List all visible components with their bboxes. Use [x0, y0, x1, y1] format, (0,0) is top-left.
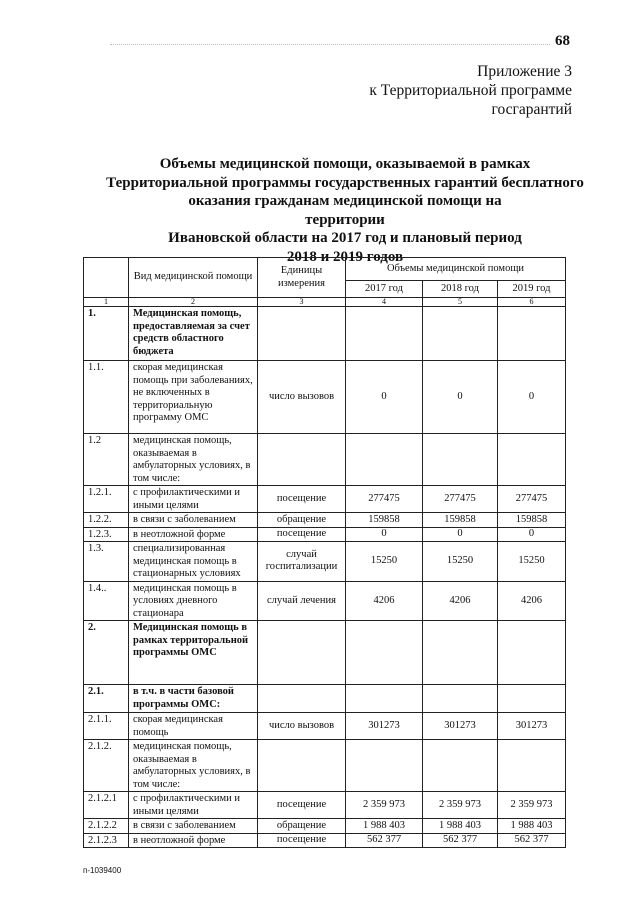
row-2018: [423, 621, 498, 685]
title-line: Территориальной программы государственных гарантий бесплатного: [106, 174, 584, 191]
appendix-line: к Территориальной программе: [369, 82, 572, 99]
row-unit: посещение: [258, 833, 346, 848]
row-name: в неотложной форме: [129, 527, 258, 542]
table-row: [84, 833, 566, 848]
header-num: [84, 258, 129, 298]
col-number: 1: [84, 298, 129, 307]
row-name: скорая медицинская помощь при заболеваниях, не включенных в территориальную программу ОМС: [129, 361, 258, 434]
row-2019: 4206: [498, 581, 566, 621]
title-line: Объемы медицинской помощи, оказываемой в рамках: [159, 156, 531, 172]
table-row: [84, 792, 566, 819]
row-name: Медицинская помощь, предоставляемая за счет средств областного бюджета: [129, 307, 258, 361]
col-number: 4: [346, 298, 423, 307]
header-year-2019: 2019 год: [498, 281, 566, 298]
row-2018: 277475: [423, 486, 498, 513]
row-2018: 0: [423, 361, 498, 434]
volumes-table: [83, 257, 566, 848]
row-2019: 2 359 973: [498, 792, 566, 819]
row-2017: 301273: [346, 713, 423, 740]
row-unit: посещение: [258, 792, 346, 819]
row-name: в т.ч. в части базовой программы ОМС:: [129, 685, 258, 713]
row-2019: [498, 740, 566, 792]
row-unit: [258, 621, 346, 685]
row-unit: посещение: [258, 527, 346, 542]
appendix-line: Приложение 3: [477, 63, 572, 80]
row-2017: [346, 434, 423, 486]
appendix-line: госгарантий: [491, 101, 572, 118]
row-2017: 15250: [346, 542, 423, 582]
row-2019: [498, 621, 566, 685]
row-number: 1.4..: [84, 581, 129, 621]
row-2019: 277475: [498, 486, 566, 513]
title-line: 2018 и 2019 годов: [286, 248, 404, 265]
page-number: 68: [555, 33, 570, 49]
row-unit: случай госпитализации: [258, 542, 346, 582]
row-name: медицинская помощь в условиях дневного стационара: [129, 581, 258, 621]
row-name: специализированная медицинская помощь в стационарных условиях: [129, 542, 258, 582]
row-2019: 1 988 403: [498, 819, 566, 834]
header-type: Вид медицинской помощи: [129, 258, 258, 298]
row-number: 2.: [84, 621, 129, 685]
row-number: 1.3.: [84, 542, 129, 582]
row-2017: 159858: [346, 513, 423, 528]
row-name: с профилактическими и иными целями: [129, 486, 258, 513]
document-title: [106, 155, 584, 266]
row-number: 1.2.1.: [84, 486, 129, 513]
row-number: 1.2.3.: [84, 527, 129, 542]
row-2019: [498, 685, 566, 713]
row-number: 1.2.2.: [84, 513, 129, 528]
table-row: [84, 740, 566, 792]
row-2018: 0: [423, 527, 498, 542]
row-name: с профилактическими и иными целями: [129, 792, 258, 819]
row-2019: 0: [498, 361, 566, 434]
row-2017: [346, 307, 423, 361]
title-line: Ивановской области на 2017 год и плановый период: [168, 230, 522, 246]
row-2018: [423, 685, 498, 713]
row-name: в связи с заболеванием: [129, 819, 258, 834]
row-2017: [346, 740, 423, 792]
row-name: Медицинская помощь в рамках территоральной программы ОМС: [129, 621, 258, 685]
row-2017: 2 359 973: [346, 792, 423, 819]
row-unit: [258, 434, 346, 486]
table-row: [84, 685, 566, 713]
row-2019: [498, 434, 566, 486]
row-2017: 0: [346, 527, 423, 542]
row-2019: 15250: [498, 542, 566, 582]
title-line: оказания гражданам медицинской помощи на территории: [188, 193, 502, 228]
row-unit: случай лечения: [258, 581, 346, 621]
row-2018: 159858: [423, 513, 498, 528]
row-2017: 562 377: [346, 833, 423, 848]
row-number: 1.2: [84, 434, 129, 486]
scan-artifact-dots: [110, 44, 550, 47]
table-row: [84, 527, 566, 542]
row-number: 1.1.: [84, 361, 129, 434]
row-2019: 0: [498, 527, 566, 542]
row-number: 2.1.2.1: [84, 792, 129, 819]
col-number: 2: [129, 298, 258, 307]
row-unit: [258, 307, 346, 361]
row-2018: 1 988 403: [423, 819, 498, 834]
row-2018: 562 377: [423, 833, 498, 848]
row-name: в неотложной форме: [129, 833, 258, 848]
row-2018: [423, 740, 498, 792]
table-row: [84, 819, 566, 834]
row-number: 2.1.1.: [84, 713, 129, 740]
table-row: [84, 513, 566, 528]
column-numbers-row: [84, 298, 566, 307]
table-row: [84, 434, 566, 486]
row-2017: 1 988 403: [346, 819, 423, 834]
row-number: 2.1.2.: [84, 740, 129, 792]
row-unit: число вызовов: [258, 361, 346, 434]
header-year-2017: 2017 год: [346, 281, 423, 298]
row-2018: [423, 434, 498, 486]
table-row: [84, 486, 566, 513]
header-year-2018: 2018 год: [423, 281, 498, 298]
row-2018: [423, 307, 498, 361]
col-number: 6: [498, 298, 566, 307]
row-number: 2.1.2.2: [84, 819, 129, 834]
row-2018: 15250: [423, 542, 498, 582]
table-row: [84, 542, 566, 582]
row-unit: [258, 685, 346, 713]
row-number: 2.1.: [84, 685, 129, 713]
row-unit: обращение: [258, 819, 346, 834]
row-2017: [346, 621, 423, 685]
row-2017: [346, 685, 423, 713]
row-2018: 4206: [423, 581, 498, 621]
row-unit: посещение: [258, 486, 346, 513]
table-row: [84, 307, 566, 361]
table-row: [84, 621, 566, 685]
row-2019: 301273: [498, 713, 566, 740]
row-number: 2.1.2.3: [84, 833, 129, 848]
table-row: [84, 713, 566, 740]
col-number: 3: [258, 298, 346, 307]
table-row: [84, 361, 566, 434]
col-number: 5: [423, 298, 498, 307]
row-name: в связи с заболеванием: [129, 513, 258, 528]
table-row: [84, 581, 566, 621]
row-2019: [498, 307, 566, 361]
row-2018: 2 359 973: [423, 792, 498, 819]
header-row: [84, 258, 566, 281]
row-2017: 4206: [346, 581, 423, 621]
header-volumes: Объемы медицинской помощи: [346, 258, 566, 281]
appendix-reference: [369, 62, 572, 119]
row-name: медицинская помощь, оказываемая в амбулаторных условиях, в том числе:: [129, 434, 258, 486]
row-unit: число вызовов: [258, 713, 346, 740]
row-2019: 159858: [498, 513, 566, 528]
footer-code: п-1039400: [83, 866, 122, 875]
row-2017: 277475: [346, 486, 423, 513]
header-unit: Единицы измерения: [258, 258, 346, 298]
row-number: 1.: [84, 307, 129, 361]
row-unit: обращение: [258, 513, 346, 528]
row-unit: [258, 740, 346, 792]
row-name: медицинская помощь, оказываемая в амбулаторных условиях, в том числе:: [129, 740, 258, 792]
row-2017: 0: [346, 361, 423, 434]
row-2019: 562 377: [498, 833, 566, 848]
row-name: скорая медицинская помощь: [129, 713, 258, 740]
row-2018: 301273: [423, 713, 498, 740]
